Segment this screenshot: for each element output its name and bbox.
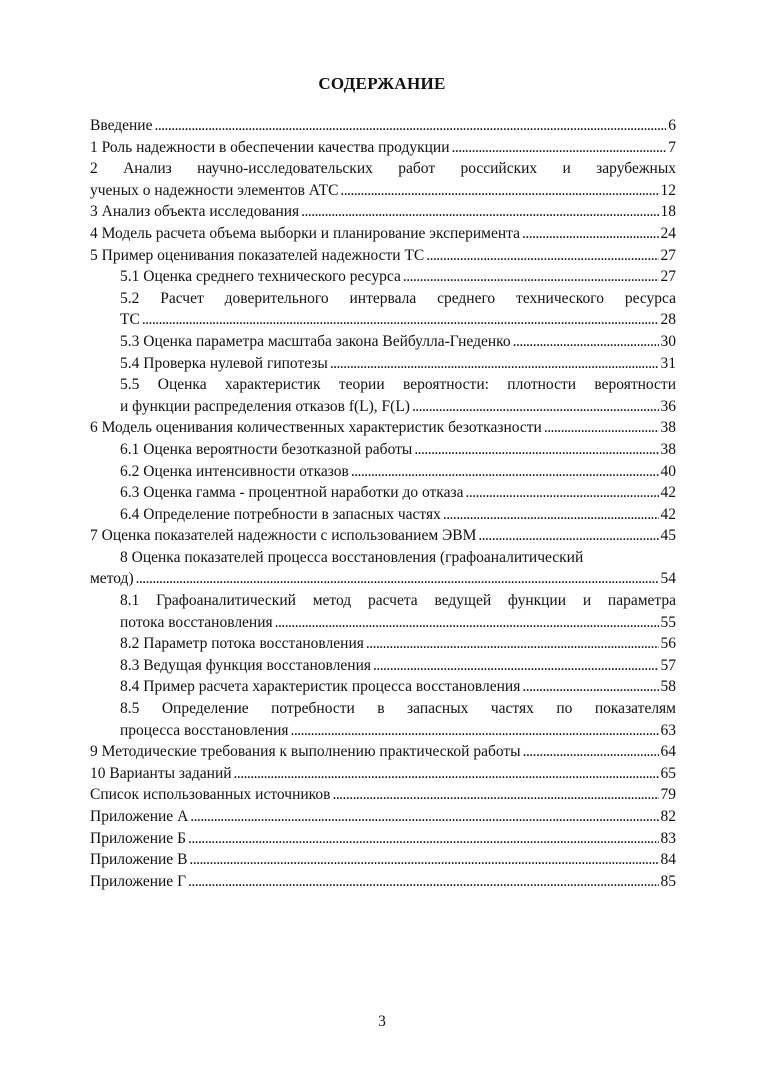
dot-leader	[403, 266, 659, 288]
toc-entry-text: 3 Анализ объекта исследования	[90, 203, 300, 221]
toc-entry-text: Приложение Г	[90, 872, 187, 890]
toc-entry-text-line1: 5.2 Расчет доверительного интервала среднего технического ресурса	[120, 289, 676, 307]
toc-entry-text: 8.4 Пример расчета характеристик процесса восстановления	[120, 678, 521, 696]
toc-page-number: 24	[660, 224, 676, 242]
toc-page-number: 82	[660, 808, 676, 825]
toc-entry-text: ученых о надежности элементов АТС	[90, 181, 339, 199]
toc-entry-5-2	[90, 288, 676, 331]
toc-page-number: 30	[660, 332, 676, 350]
toc-page-number: 28	[660, 311, 676, 329]
toc-page-number: 38	[660, 440, 676, 458]
toc-entry-5	[90, 245, 676, 267]
dot-leader	[340, 180, 658, 202]
dot-leader	[373, 655, 659, 677]
dot-leader	[154, 115, 666, 137]
toc-entry-appendix-v	[90, 849, 676, 871]
toc-page-number: 42	[660, 505, 676, 523]
dot-leader	[330, 353, 659, 375]
toc-entry-appendix-a	[90, 806, 676, 828]
toc-entry-references	[90, 784, 676, 806]
toc-page-number: 84	[660, 851, 676, 869]
dot-leader	[366, 633, 659, 655]
toc-page-number: 18	[660, 203, 676, 221]
dot-leader	[190, 806, 658, 828]
toc-page-number: 65	[660, 764, 676, 782]
toc-entry-text: 6.4 Определение потребности в запасных частях	[120, 505, 441, 523]
dot-leader	[188, 871, 658, 893]
toc-page-number: 7	[668, 138, 676, 156]
dot-leader	[443, 504, 659, 526]
toc-entry-8-4	[90, 676, 676, 698]
toc-page-number: 63	[660, 721, 676, 739]
toc-entry-text: 5 Пример оценивания показателей надежности ТС	[90, 246, 425, 264]
toc-entry-text: 8.3 Ведущая функция восстановления	[120, 656, 371, 674]
dot-leader	[234, 763, 659, 785]
toc-entry-text: метод)	[90, 570, 134, 588]
dot-leader	[188, 828, 659, 850]
toc-entry-8	[90, 547, 676, 590]
dot-leader	[452, 137, 667, 159]
toc-entry-8-5	[90, 698, 676, 741]
toc-entry-text: Список использованных источников	[90, 786, 331, 804]
toc-entry-text: 10 Варианты заданий	[90, 764, 232, 782]
toc-entry-text: 7 Оценка показателей надежности с использованием ЭВМ	[90, 527, 477, 545]
toc-entry-appendix-g	[90, 871, 676, 893]
toc-entry-text-line1: 8.1 Графоаналитический метод расчета ведущей функции и параметра	[120, 592, 676, 610]
toc-entry-10	[90, 763, 676, 785]
toc-page-number: 36	[660, 397, 676, 415]
toc-entry-text-line1: 8 Оценка показателей процесса восстановления (графоаналитический	[120, 548, 584, 566]
toc-page-number: 56	[660, 635, 676, 653]
dot-leader	[522, 676, 658, 698]
dot-leader	[426, 245, 658, 267]
toc-entry-text: 9 Методические требования к выполнению практической работы	[90, 743, 521, 761]
toc-page-number: 45	[660, 527, 676, 545]
toc-entry-1	[90, 137, 676, 159]
dot-leader	[351, 461, 659, 483]
toc-entry-text: Введение	[90, 117, 153, 134]
toc-page-number: 57	[660, 656, 676, 674]
dot-leader	[136, 568, 659, 590]
toc-entry-6-1	[90, 439, 676, 461]
toc-entry-text: и функции распределения отказов f(L), F(L)	[120, 397, 410, 415]
toc-page-number: 79	[660, 786, 676, 804]
toc-page-number: 40	[660, 462, 676, 480]
toc-entry-7	[90, 525, 676, 547]
toc-page-number: 64	[660, 743, 676, 761]
dot-leader	[478, 525, 658, 547]
toc-page-number: 31	[660, 354, 676, 372]
toc-entry-text-line1: 5.5 Оценка характеристик теории вероятности: плотности вероятности	[120, 376, 676, 394]
toc-entry-text: 5.3 Оценка параметра масштаба закона Вейбулла-Гнеденко	[120, 332, 511, 350]
toc-entry-text: Приложение Б	[90, 829, 186, 847]
toc-entry-text: 5.4 Проверка нулевой гипотезы	[120, 354, 328, 372]
toc-entry-4	[90, 223, 676, 245]
toc-entry-text: процесса восстановления	[120, 721, 289, 739]
dot-leader	[412, 396, 659, 418]
dot-leader	[301, 201, 658, 223]
toc-entry-5-1	[90, 266, 676, 288]
toc-entry-5-5	[90, 374, 676, 417]
toc-page-number: 42	[660, 484, 676, 502]
dot-leader	[189, 849, 658, 871]
dot-leader	[465, 482, 658, 504]
toc-page-number: 83	[660, 829, 676, 847]
toc-page-number: 58	[660, 678, 676, 696]
table-of-contents	[90, 115, 676, 892]
toc-entry-2	[90, 158, 676, 201]
page-number: 3	[378, 1013, 386, 1030]
toc-entry-5-3	[90, 331, 676, 353]
toc-page-number: 6	[668, 117, 676, 134]
toc-entry-text: 6.2 Оценка интенсивности отказов	[120, 462, 349, 480]
toc-entry-introduction	[90, 115, 676, 137]
toc-page-number: 85	[660, 872, 676, 890]
toc-entry-8-2	[90, 633, 676, 655]
dot-leader	[513, 331, 659, 353]
toc-page-number: 54	[660, 570, 676, 588]
dot-leader	[523, 741, 659, 763]
toc-entry-text: ТС	[120, 311, 140, 329]
toc-entry-text-line1: 2 Анализ научно-исследовательских работ российских и зарубежных	[90, 160, 676, 178]
toc-entry-text: Приложение В	[90, 851, 188, 869]
dot-leader	[332, 784, 658, 806]
toc-page-number: 38	[660, 419, 676, 437]
dot-leader	[522, 223, 658, 245]
toc-page-number: 55	[660, 613, 676, 631]
toc-page-number: 27	[660, 268, 676, 286]
toc-entry-text: потока восстановления	[120, 613, 273, 631]
toc-entry-text: 8.2 Параметр потока восстановления	[120, 635, 364, 653]
toc-entry-8-3	[90, 655, 676, 677]
toc-entry-9	[90, 741, 676, 763]
toc-page-number: 12	[660, 181, 676, 199]
dot-leader	[142, 309, 659, 331]
dot-leader	[414, 439, 658, 461]
toc-entry-appendix-b	[90, 828, 676, 850]
toc-entry-3	[90, 201, 676, 223]
toc-page-number: 27	[660, 246, 676, 264]
dot-leader	[275, 612, 659, 634]
toc-entry-text: 4 Модель расчета объема выборки и планирование эксперимента	[90, 224, 521, 242]
toc-entry-text: 6 Модель оценивания количественных характеристик безотказности	[90, 419, 542, 437]
toc-entry-text: Приложение А	[90, 808, 189, 825]
toc-entry-text: 6.1 Оценка вероятности безотказной работы	[120, 440, 413, 458]
toc-entry-text: 5.1 Оценка среднего технического ресурса	[120, 268, 401, 286]
dot-leader	[544, 417, 659, 439]
toc-entry-6-2	[90, 461, 676, 483]
toc-entry-5-4	[90, 353, 676, 375]
toc-entry-text: 6.3 Оценка гамма - процентной наработки до отказа	[120, 484, 464, 502]
toc-entry-text: 1 Роль надежности в обеспечении качества продукции	[90, 138, 450, 156]
dot-leader	[291, 720, 659, 742]
page-title: СОДЕРЖАНИЕ	[318, 74, 446, 93]
toc-entry-6	[90, 417, 676, 439]
toc-entry-8-1	[90, 590, 676, 633]
toc-entry-6-4	[90, 504, 676, 526]
toc-entry-6-3	[90, 482, 676, 504]
toc-entry-text-line1: 8.5 Определение потребности в запасных частях по показателям	[120, 700, 676, 718]
